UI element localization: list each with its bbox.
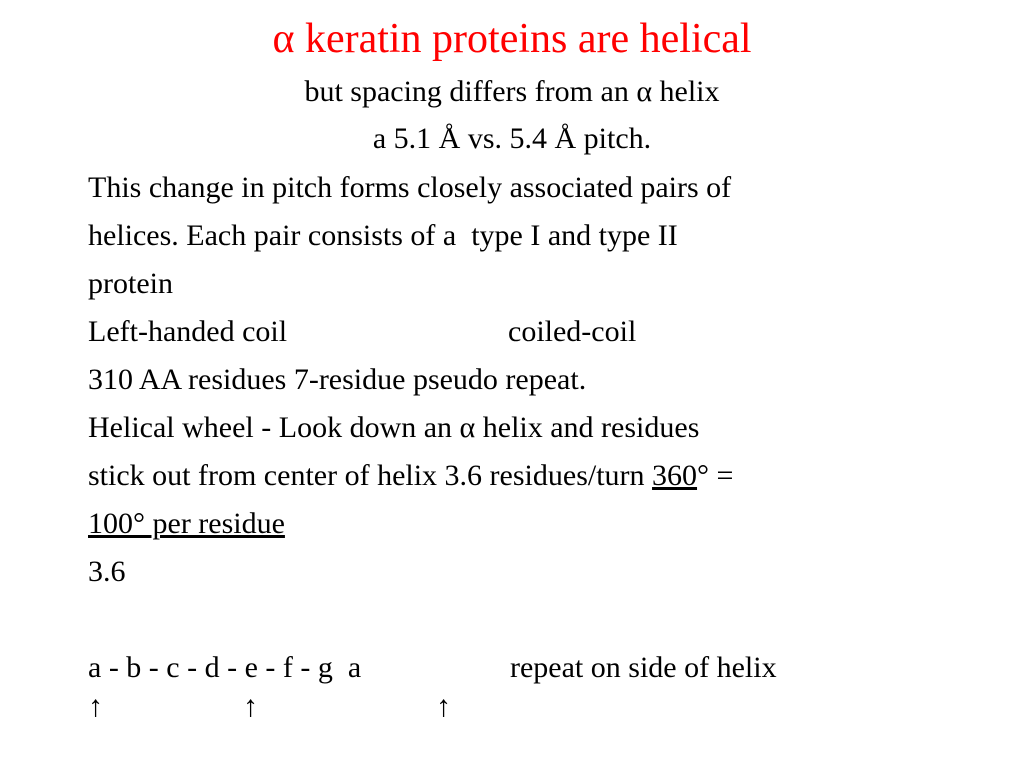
body-line-10-right: repeat on side of helix — [510, 651, 777, 684]
up-arrow-icon-3: ↑ — [436, 690, 451, 723]
slide-subtitle-2: a 5.1 Å vs. 5.4 Å pitch. — [372, 122, 652, 155]
body-line-2: helices. Each pair consists of a type I and type II — [88, 219, 678, 252]
up-arrow-icon-1: ↑ — [88, 690, 103, 723]
body-line-4-right: coiled-coil — [508, 315, 637, 348]
body-line-10-left: a - b - c - d - e - f - g a — [88, 651, 362, 684]
slide-title: α keratin proteins are helical — [272, 16, 752, 62]
body-line-1: This change in pitch forms closely associated pairs of — [88, 171, 732, 204]
up-arrow-icon-2: ↑ — [243, 690, 258, 723]
body-line-5: 310 AA residues 7-residue pseudo repeat. — [88, 363, 587, 396]
body-line-7-tail: ° = — [697, 459, 734, 492]
body-line-7-text: stick out from center of helix 3.6 residues/turn — [88, 459, 653, 492]
body-line-6: Helical wheel - Look down an α helix and residues — [88, 411, 700, 444]
body-line-7-underlined: 360 — [652, 459, 698, 492]
body-line-8 — [88, 506, 285, 542]
body-line-3: protein — [88, 267, 173, 300]
slide-subtitle-1: but spacing differs from an α helix — [304, 75, 720, 108]
body-line-8-underlined: 100° per residue — [88, 507, 285, 540]
body-line-4-left: Left-handed coil — [88, 315, 288, 348]
body-line-9: 3.6 — [88, 555, 126, 588]
body-line-7 — [88, 458, 733, 494]
